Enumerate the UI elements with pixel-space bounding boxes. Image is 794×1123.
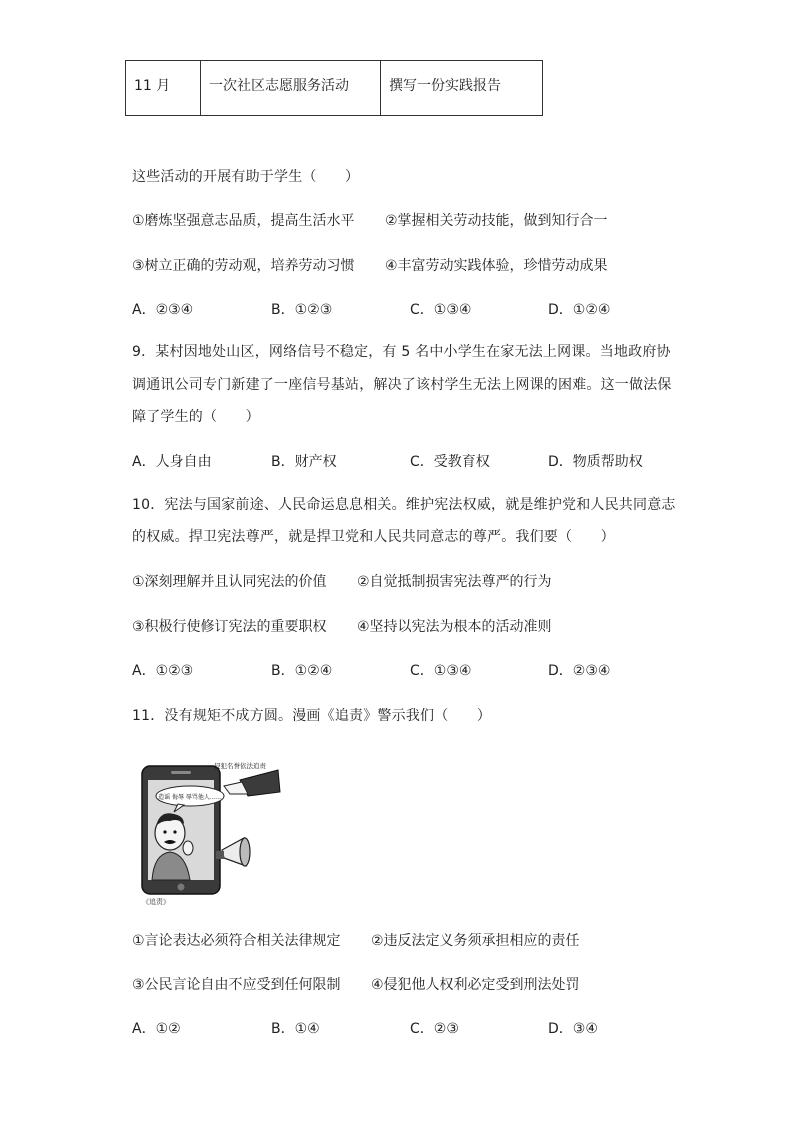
table-cell-task: 撰写一份实践报告 xyxy=(381,61,543,116)
q9-choice-a[interactable]: A．人身自由 xyxy=(132,454,212,470)
q8-stem: 这些活动的开展有助于学生（ ） xyxy=(132,169,360,185)
q10-line-1: 10．宪法与国家前途、人民命运息息相关。维护宪法权威，就是维护党和人民共同意志 xyxy=(132,497,676,513)
q8-item-1: ①磨炼坚强意志品质，提高生活水平 xyxy=(132,213,355,229)
table-cell-month: 11 月 xyxy=(126,61,201,116)
q8-choice-d[interactable]: D．①②④ xyxy=(548,302,611,318)
cartoon-caption: 《追责》 xyxy=(142,898,170,906)
q10-line-2: 的权威。捍卫宪法尊严，就是捍卫党和人民共同意志的尊严。我们要（ ） xyxy=(132,529,615,545)
cartoon-bubble-text: 造谣 侮辱 辱骂他人…… xyxy=(158,794,222,801)
table-cell-activity: 一次社区志愿服务活动 xyxy=(201,61,381,116)
q11-choice-c[interactable]: C．②③ xyxy=(410,1021,459,1037)
q10-item-3: ③积极行使修订宪法的重要职权 xyxy=(132,619,327,635)
q8-item-3: ③树立正确的劳动观，培养劳动习惯 xyxy=(132,258,355,274)
q11-stem: 11．没有规矩不成方圆。漫画《追责》警示我们（ ） xyxy=(132,708,492,724)
activity-table xyxy=(125,60,543,116)
q9-choice-c[interactable]: C．受教育权 xyxy=(410,454,490,470)
q9-line-2: 调通讯公司专门新建了一座信号基站，解决了该村学生无法上网课的困难。这一做法保 xyxy=(132,377,672,393)
q8-item-4: ④丰富劳动实践体验，珍惜劳动成果 xyxy=(385,258,608,274)
q11-item-1: ①言论表达必须符合相关法律规定 xyxy=(132,933,341,949)
q10-item-1: ①深刻理解并且认同宪法的价值 xyxy=(132,574,327,590)
q9-line-1: 9．某村因地处山区，网络信号不稳定，有 5 名中小学生在家无法上网课。当地政府协 xyxy=(132,344,671,360)
q8-item-2: ②掌握相关劳动技能，做到知行合一 xyxy=(385,213,608,229)
q9-choice-b[interactable]: B．财产权 xyxy=(271,454,337,470)
q9-line-3: 障了学生的（ ） xyxy=(132,409,260,425)
cartoon-image xyxy=(138,758,283,908)
q10-item-2: ②自觉抵制损害宪法尊严的行为 xyxy=(357,574,552,590)
q11-choice-a[interactable]: A．①② xyxy=(132,1021,181,1037)
cartoon-sign-text: 侵犯名誉依法追责 xyxy=(214,762,266,770)
q10-item-4: ④坚持以宪法为根本的活动准则 xyxy=(357,619,552,635)
q10-choice-a[interactable]: A．①②③ xyxy=(132,663,194,679)
q11-item-3: ③公民言论自由不应受到任何限制 xyxy=(132,977,341,993)
q11-choice-d[interactable]: D．③④ xyxy=(548,1021,598,1037)
q8-choice-b[interactable]: B．①②③ xyxy=(271,302,333,318)
q10-choice-d[interactable]: D．②③④ xyxy=(548,663,611,679)
q8-choice-a[interactable]: A．②③④ xyxy=(132,302,194,318)
q11-item-2: ②违反法定义务须承担相应的责任 xyxy=(371,933,580,949)
q9-choice-d[interactable]: D．物质帮助权 xyxy=(548,454,643,470)
q11-choice-b[interactable]: B．①④ xyxy=(271,1021,320,1037)
q10-choice-b[interactable]: B．①②④ xyxy=(271,663,333,679)
table-row xyxy=(126,61,543,116)
q10-choice-c[interactable]: C．①③④ xyxy=(410,663,472,679)
q11-item-4: ④侵犯他人权利必定受到刑法处罚 xyxy=(371,977,580,993)
q8-choice-c[interactable]: C．①③④ xyxy=(410,302,472,318)
